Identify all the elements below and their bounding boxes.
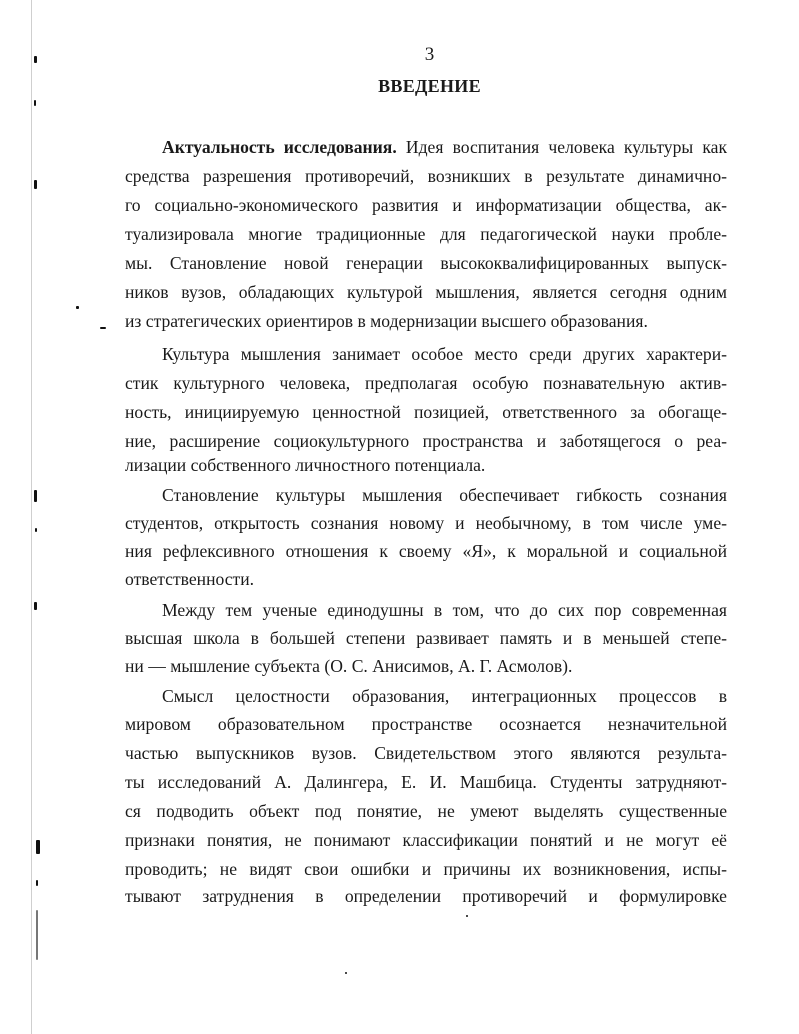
paragraph-line <box>162 133 727 162</box>
scan-mark <box>34 180 37 189</box>
paragraph-line: Смысл целостности образования, интеграционных процессов в <box>162 686 727 706</box>
paragraph-line: стик культурного человека, предполагая особую познавательную актив- <box>125 373 727 393</box>
paragraph-line: Между тем ученые единодушны в том, что до сих пор современная <box>162 600 727 620</box>
paragraph-line: признаки понятия, не понимают классификации понятий и не могут её <box>125 830 727 850</box>
paragraph-line: студентов, открытость сознания новому и необычному, в том числе уме- <box>125 513 727 533</box>
scan-mark <box>76 306 79 309</box>
page-number: 3 <box>424 44 435 65</box>
paragraph-line: туализировала многие традиционные для педагогической науки пробле- <box>125 224 727 244</box>
scan-mark <box>466 915 468 917</box>
paragraph-line: частью выпускников вузов. Свидетельством этого являются результа- <box>125 743 727 763</box>
paragraph-line: ни — мышление субъекта (О. С. Анисимов, А. Г. Асмолов). <box>125 656 573 676</box>
scan-edge-line <box>31 0 32 1034</box>
scan-mark <box>36 840 40 854</box>
paragraph-line: лизации собственного личностного потенциала. <box>125 455 486 475</box>
paragraph-line: проводить; не видят свои ошибки и причины их возникновения, испы- <box>125 859 727 879</box>
scan-mark <box>34 602 37 610</box>
paragraph-line: тывают затруднения в определении противоречий и формулировке <box>125 886 727 906</box>
scan-mark <box>345 972 347 974</box>
paragraph-line: мировом образовательном пространстве осознается незначительной <box>125 714 727 734</box>
scan-mark <box>35 528 37 532</box>
paragraph-line: ников вузов, обладающих культурой мышления, является сегодня одним <box>125 282 727 302</box>
scan-mark <box>34 490 37 502</box>
paragraph-line: из стратегических ориентиров в модернизации высшего образования. <box>125 311 648 331</box>
paragraph-text: Идея воспитания человека культуры как <box>396 137 727 157</box>
section-heading: ВВЕДЕНИЕ <box>378 76 481 96</box>
paragraph-line: средства разрешения противоречий, возникших в результате динамично- <box>125 166 727 186</box>
paragraph-line: ты исследований А. Далингера, Е. И. Машбица. Студенты затрудняют- <box>125 772 727 792</box>
paragraph-line: Становление культуры мышления обеспечивает гибкость сознания <box>162 485 727 505</box>
scan-mark <box>100 327 106 329</box>
paragraph-line: ние, расширение социокультурного пространства и заботящегося о реа- <box>125 431 727 451</box>
paragraph-line: ся подводить объект под понятие, не умеют выделять существенные <box>125 801 727 821</box>
paragraph-line: го социально-экономического развития и информатизации общества, ак- <box>125 195 727 215</box>
paragraph-line: ность, инициируемую ценностной позицией, ответственного за обогаще- <box>125 402 727 422</box>
scan-mark <box>36 910 38 960</box>
scan-mark <box>34 100 36 106</box>
paragraph-line: ния рефлексивного отношения к своему «Я», к моральной и социальной <box>125 541 727 561</box>
paragraph-line: Культура мышления занимает особое место среди других характери- <box>162 344 727 364</box>
paragraph-line: мы. Становление новой генерации высококвалифицированных выпуск- <box>125 253 727 273</box>
scan-mark <box>36 880 38 886</box>
paragraph-line: ответственности. <box>125 569 255 589</box>
paragraph-line: высшая школа в большей степени развивает память и в меньшей степе- <box>125 628 727 648</box>
section-lead-term: Актуальность исследования. <box>162 137 397 157</box>
